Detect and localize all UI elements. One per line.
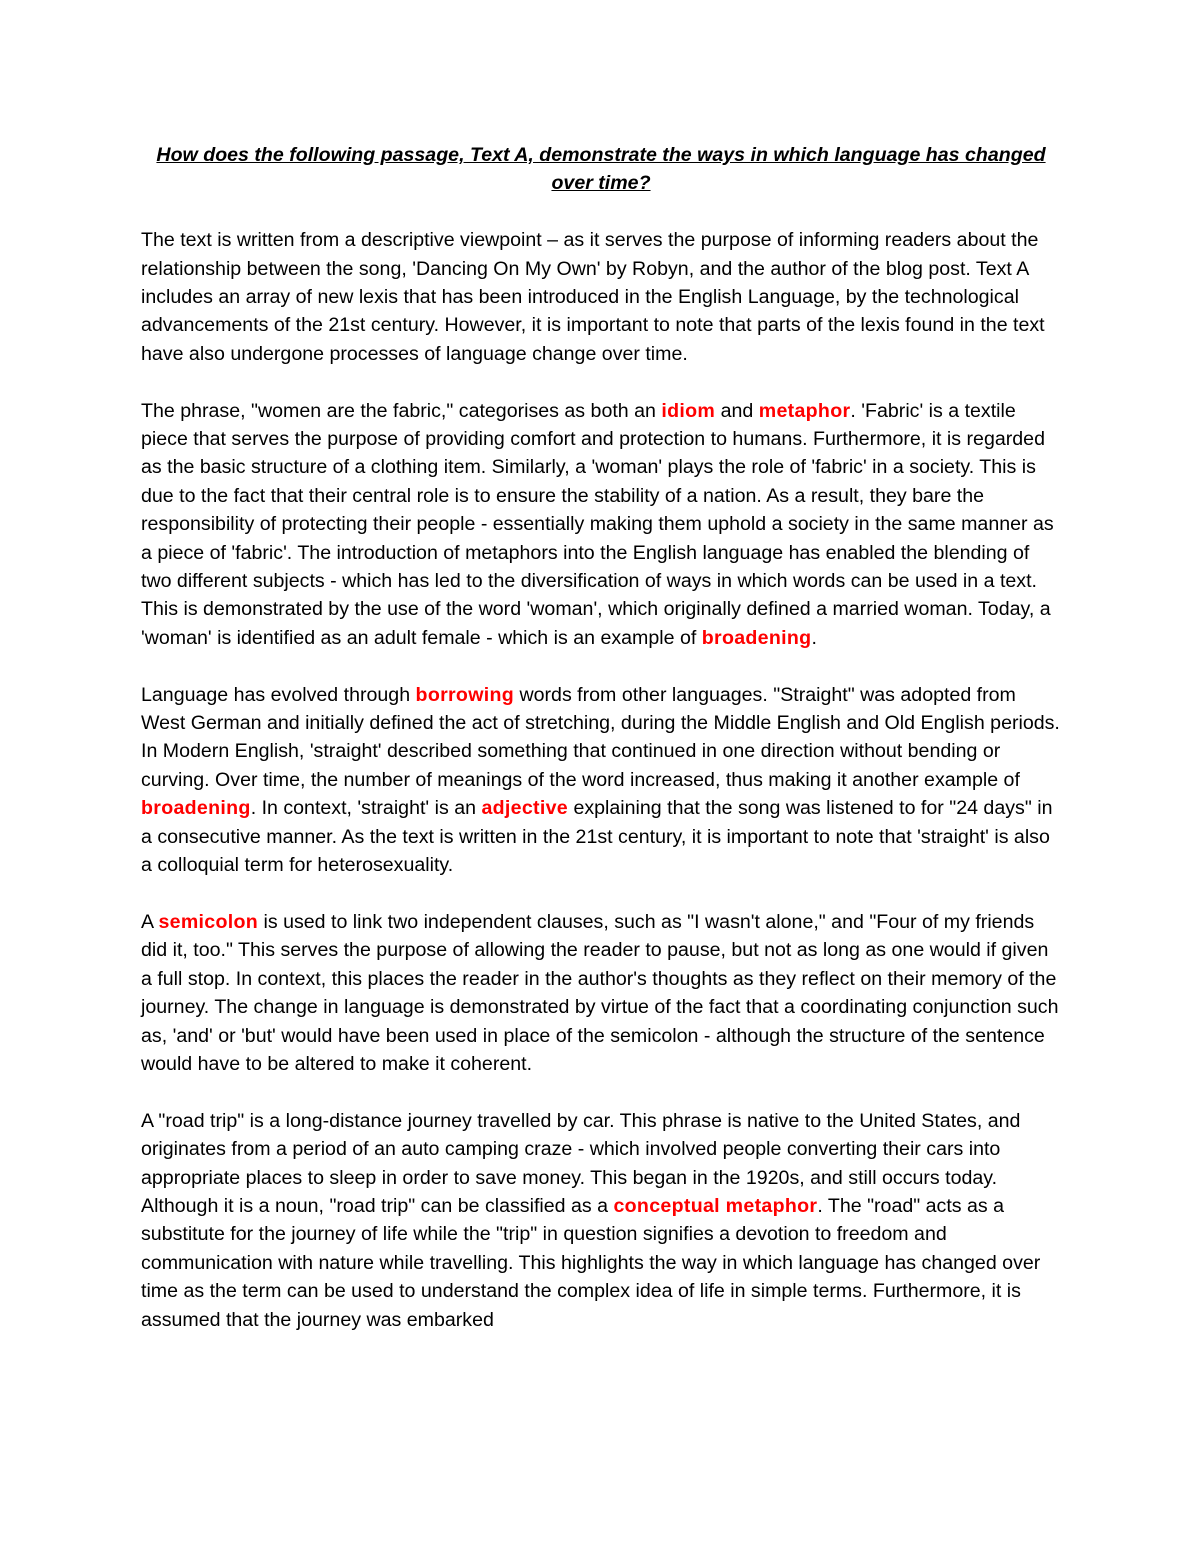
paragraph-text: A "road trip" is a long-distance journey travelled by car. This phrase is native to the United States, and originates from a period of an auto camping craze - which involved people converting their cars into appropriate places to sleep in order to save money. This began in the 1920s, and still occurs today. Although it is a noun, "road trip" can be classified as a: [141, 1109, 1021, 1217]
paragraph-text: . The "road" acts as a substitute for the journey of life while the "trip" in question signifies a devotion to freedom and communication with nature while travelling. This highlights the way in which language has changed over time as the term can be used to understand the complex idea of life in simple terms. Furthermore, it is assumed that the journey was embarked: [141, 1194, 1041, 1331]
paragraph-semicolon: [141, 908, 1061, 1078]
document-body: [141, 141, 1061, 1334]
paragraph-intro: [141, 226, 1061, 368]
term-adjective: adjective: [481, 797, 569, 820]
paragraph-text: and: [715, 399, 759, 422]
paragraph-text: . In context, 'straight' is an: [250, 797, 482, 820]
term-broadening: broadening: [701, 626, 812, 649]
paragraph-text: is used to link two independent clauses, such as "I wasn't alone," and "Four of my friends did it, too." This serves the purpose of allowing the reader to pause, but not as long as one would if given a full stop. In context, this places the reader in the author's thoughts as they reflect on their memory of the journey. The change in language is demonstrated by virtue of the fact that a coordinating conjunction such as, 'and' or 'but' would have been used in place of the semicolon - although the structure of the sentence would have to be altered to make it coherent.: [141, 910, 1059, 1075]
term-semicolon: semicolon: [158, 910, 259, 933]
paragraph-fabric: [141, 397, 1061, 653]
paragraph-road-trip: [141, 1107, 1061, 1334]
paragraph-text: .: [811, 626, 817, 649]
paragraph-text: . 'Fabric' is a textile piece that serves the purpose of providing comfort and protection to humans. Furthermore, it is regarded as the basic structure of a clothing item. Similarly, a 'woman' plays the role of 'fabric' in a society. This is due to the fact that their central role is to ensure the stability of a nation. As a result, they bare the responsibility of protecting their people - essentially making them uphold a society in the same manner as a piece of 'fabric'. The introduction of metaphors into the English language has enabled the blending of two different subjects - which has led to the diversification of ways in which words can be used in a text. This is demonstrated by the use of the word 'woman', which originally defined a married woman. Today, a 'woman' is identified as an adult female - which is an example of: [141, 399, 1054, 649]
paragraph-text: words from other languages. "Straight" was adopted from West German and initially defined the act of stretching, during the Middle English and Old English periods. In Modern English, 'straight' described something that continued in one direction without bending or curving. Over time, the number of meanings of the word increased, thus making it another example of: [141, 683, 1060, 791]
page-title: How does the following passage, Text A, demonstrate the ways in which language has changed over time?: [156, 144, 1046, 195]
term-metaphor: metaphor: [758, 399, 851, 422]
paragraph-text: Language has evolved through: [141, 683, 416, 706]
paragraph-text: explaining that the song was listened to for "24 days" in a consecutive manner. As the text is written in the 21st century, it is important to note that 'straight' is also a colloquial term for heterosexuality.: [141, 797, 1053, 877]
term-broadening: broadening: [141, 797, 251, 820]
term-conceptual-metaphor: conceptual metaphor: [613, 1194, 818, 1217]
paragraph-borrowing: [141, 681, 1061, 880]
paragraph-text: The text is written from a descriptive viewpoint – as it serves the purpose of informing readers about the relationship between the song, 'Dancing On My Own' by Robyn, and the author of the blog post. Text A includes an array of new lexis that has been introduced in the English Language, by the technological advancements of the 21st century. However, it is important to note that parts of the lexis found in the text have also undergone processes of language change over time.: [141, 229, 1045, 365]
term-borrowing: borrowing: [415, 683, 515, 706]
paragraph-text: A: [141, 910, 159, 933]
paragraph-text: The phrase, "women are the fabric," categorises as both an: [141, 399, 662, 422]
term-idiom: idiom: [661, 399, 716, 422]
